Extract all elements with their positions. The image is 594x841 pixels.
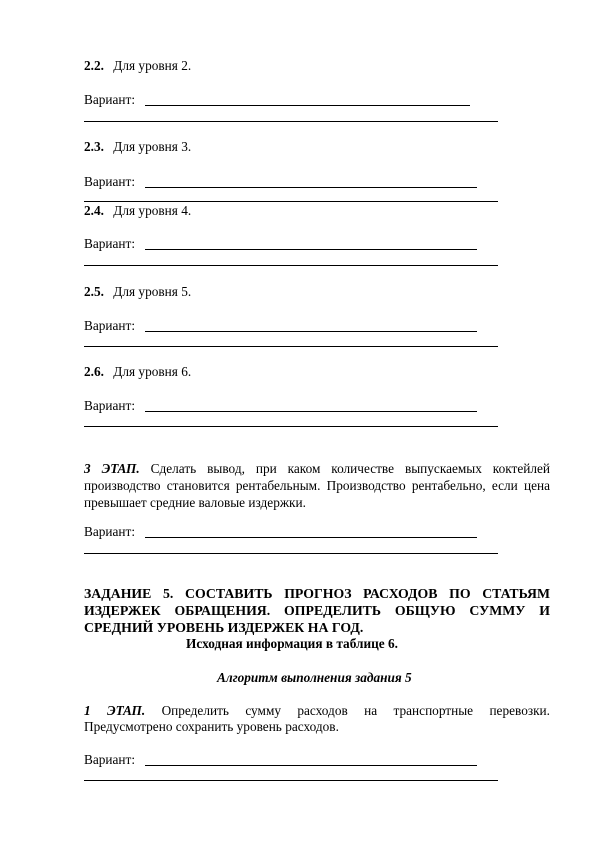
section-number: 2.2. <box>84 58 104 73</box>
answer-line[interactable] <box>84 121 498 122</box>
section-title: Для уровня 4. <box>113 203 192 218</box>
variant-label: Вариант: <box>84 318 136 333</box>
source-info: Исходная информация в таблице 6. <box>186 636 398 651</box>
section-heading <box>84 139 191 155</box>
answer-line[interactable] <box>145 105 470 106</box>
answer-line[interactable] <box>145 331 477 332</box>
variant-label: Вариант: <box>84 236 136 251</box>
answer-line[interactable] <box>84 553 498 554</box>
answer-line[interactable] <box>145 537 477 538</box>
section-title: Для уровня 3. <box>113 139 192 154</box>
answer-line[interactable] <box>84 426 498 427</box>
answer-line[interactable] <box>84 780 498 781</box>
task5-heading: ЗАДАНИЕ 5. СОСТАВИТЬ ПРОГНОЗ РАСХОДОВ ПО СТАТЬЯМ ИЗДЕРЖЕК ОБРАЩЕНИЯ. ОПРЕДЕЛИТЬ ОБЩУЮ СУММУ И СРЕДНИЙ УРОВЕНЬ ИЗДЕРЖЕК НА ГОД. <box>84 586 550 635</box>
section-heading <box>84 58 191 74</box>
variant-label: Вариант: <box>84 92 136 107</box>
section-heading <box>84 284 191 300</box>
section-number: 2.6. <box>84 364 104 379</box>
section-title: Для уровня 2. <box>113 58 192 73</box>
stage1-text: Определить сумму расходов на транспортные перевозки. <box>161 703 550 718</box>
answer-line[interactable] <box>145 765 477 766</box>
variant-label: Вариант: <box>84 398 136 413</box>
stage3-label: 3 ЭТАП. <box>84 461 140 476</box>
answer-line[interactable] <box>84 265 498 266</box>
answer-line[interactable] <box>145 411 477 412</box>
stage3-text: Сделать вывод, при каком количестве выпускаемых коктейлей производство становится рентабельным. Производство рентабельно, если цена превышает средние валовые издержки. <box>84 461 551 510</box>
stage3-paragraph <box>84 460 550 511</box>
stage1-text-cont: Предусмотрено сохранить уровень расходов. <box>84 719 339 734</box>
stage1-paragraph <box>84 702 550 719</box>
variant-label: Вариант: <box>84 524 136 539</box>
answer-line[interactable] <box>84 346 498 347</box>
section-title: Для уровня 6. <box>113 364 192 379</box>
section-title: Для уровня 5. <box>113 284 192 299</box>
section-number: 2.4. <box>84 203 104 218</box>
section-heading <box>84 364 191 380</box>
section-heading <box>84 203 191 219</box>
stage1-label: 1 ЭТАП. <box>84 703 146 718</box>
answer-line[interactable] <box>84 201 498 202</box>
section-number: 2.3. <box>84 139 104 154</box>
answer-line[interactable] <box>145 249 477 250</box>
section-number: 2.5. <box>84 284 104 299</box>
variant-label: Вариант: <box>84 174 136 189</box>
variant-label: Вариант: <box>84 752 136 767</box>
algorithm-title: Алгоритм выполнения задания 5 <box>217 670 412 685</box>
answer-line[interactable] <box>145 187 477 188</box>
